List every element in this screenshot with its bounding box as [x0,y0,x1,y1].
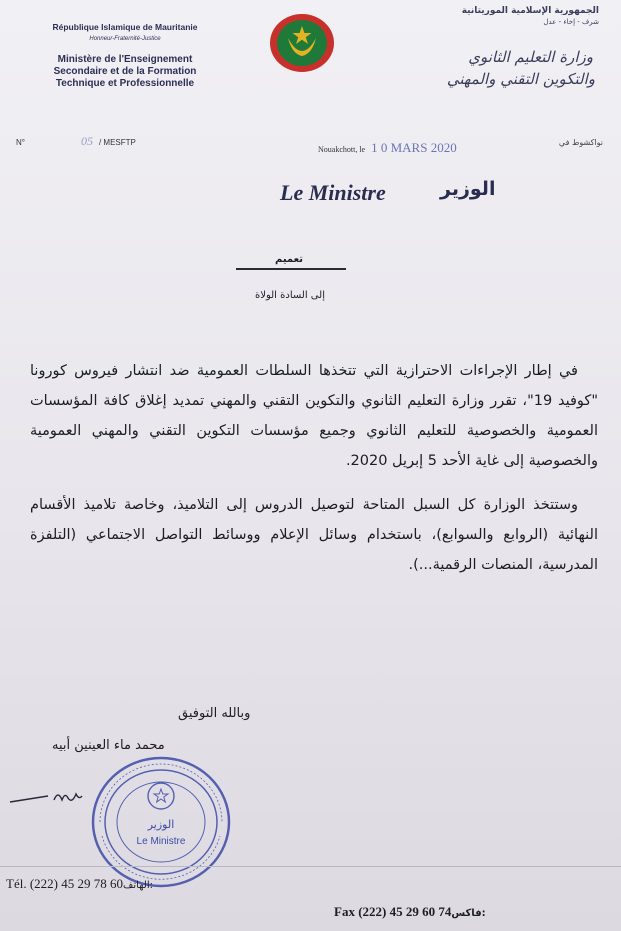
motto-fr: Honneur-Fraternité-Justice [89,36,161,42]
date-place-fr: Nouakchott, le [318,145,366,154]
circular-heading: تعميم [274,254,304,265]
stamp-text-fr: Le Ministre [136,836,186,847]
republic-name-fr: République Islamique de Mauritanie [52,22,198,32]
ministry-stamp-icon [88,752,234,892]
republic-name-ar: الجمهورية الإسلامية الموريتانية [461,6,599,16]
ministry-name-ar-line1: وزارة التعليم الثانوي [468,48,593,66]
body-paragraph-1: في إطار الإجراءات الاحترازية التي تتخذها السلطات العمومية ضد انتشار فيروس كورونا "كوفيد 19"، تقرر وزارة التعليم الثانوي والتكوين التقني والمهني تمديد إغلاق كافة المؤسسات العمومية والخصوصية للتعليم الثانوي وجميع مؤسسات التكوين التقني والمهني العمومية والخصوصية إلى غاية الأحد 5 إبريل 2020. [30,363,598,469]
title-minister-fr: Le Ministre [280,180,386,205]
closing-formula: وبالله التوفيق [178,706,251,721]
signer-name: محمد ماء العينين أبيه [52,738,165,753]
title-minister-ar: الوزير [440,178,496,200]
ministry-name-fr: Ministère de l'Enseignement Secondaire et de la Formation Technique et Professionnelle [53,54,197,89]
footer-fax: Fax (222) 45 29 60 74فاكس: [334,904,486,919]
footer-telephone: Tél. (222) 45 29 78 60الهاتف: [6,876,153,891]
heading-underline [236,268,346,270]
motto-ar: شرف - إخاء - عدل [543,18,599,26]
addressee: إلى السادة الولاة [255,290,325,301]
date-place-ar: نواكشوط في [558,138,603,147]
national-emblem-icon [268,12,336,74]
body-paragraph-2: وستتخذ الوزارة كل السبل المتاحة لتوصيل الدروس إلى التلاميذ، وخاصة تلاميذ الأقسام النهائية (الروابع والسوابع)، باستخدام وسائل الإعلام ووسائط التواصل الاجتماعي (التلفزة المدرسية، المنصات الرقمية...). [30,497,598,573]
date-value: 1 0 MARS 2020 [371,140,457,155]
letter-body [30,356,598,580]
stamp-text-ar: الوزير [147,818,175,831]
footer-divider [0,866,621,867]
header-french [10,22,240,90]
date-line [318,140,457,156]
ministry-name-ar-line2: والتكوين التقني والمهني [446,70,595,88]
header-arabic [369,6,599,88]
reference-value: 05 [80,134,93,148]
reference-number: N° 05 / MESFTP [16,134,136,148]
